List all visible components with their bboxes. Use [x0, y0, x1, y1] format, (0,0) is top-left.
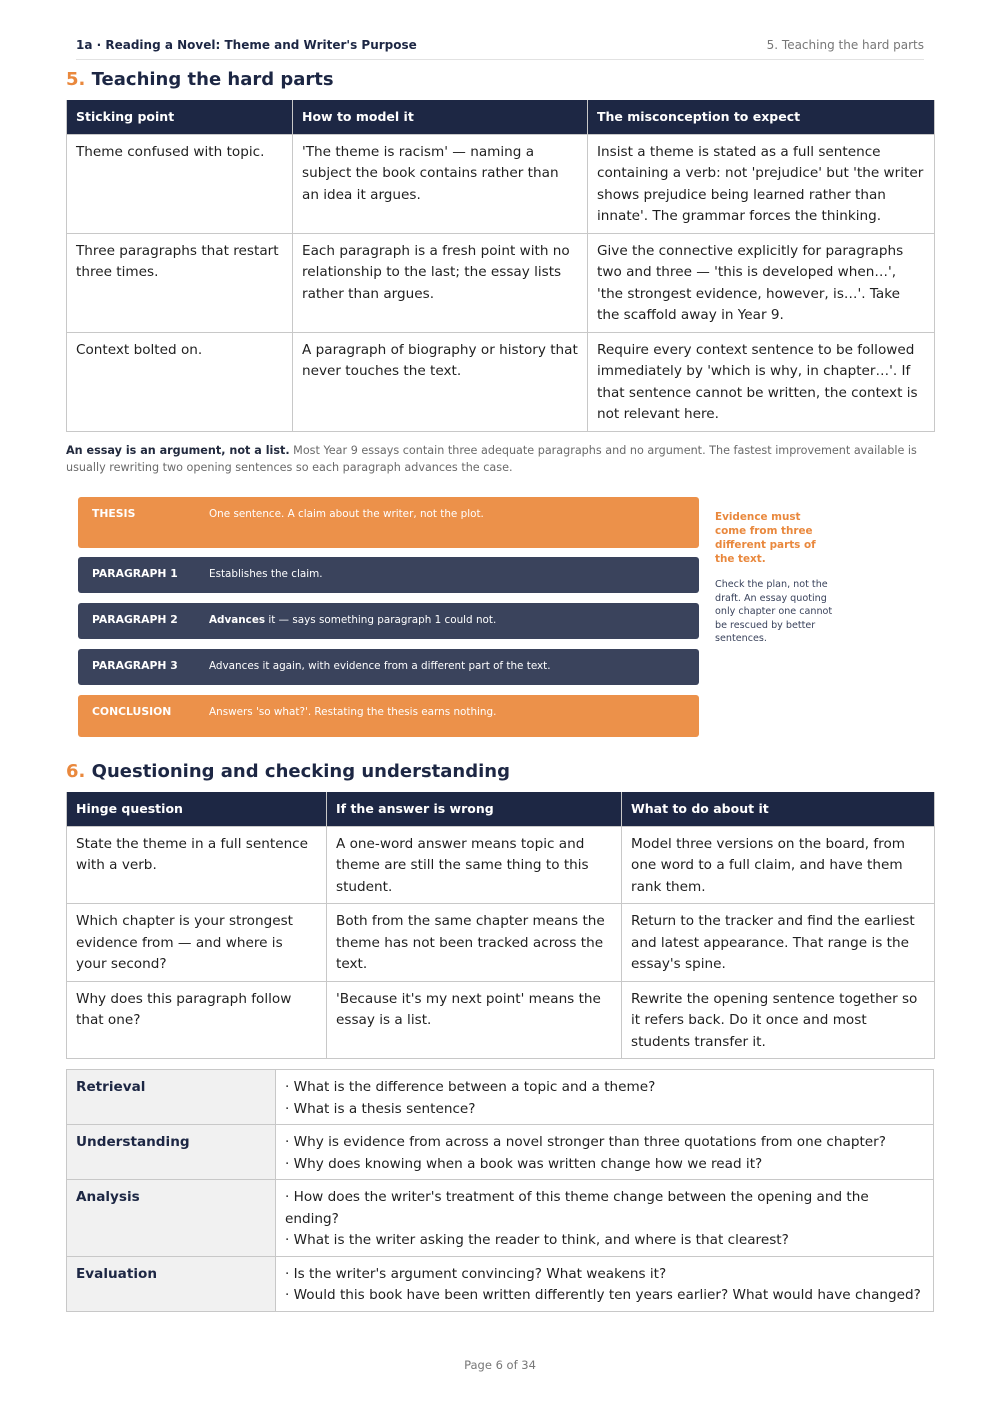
action-cell: Model three versions on the board, from one word to a full claim, and have them rank them. [622, 826, 935, 904]
plan-bar-paragraph-3 [78, 649, 699, 685]
plan-bar-paragraph-1 [78, 557, 699, 593]
plan-bar-conclusion [78, 695, 699, 737]
table-row [67, 1256, 934, 1311]
misconception-cell: Give the connective explicitly for paragraphs two and three — 'this is developed when…', 'the strongest evidence, however, is…'. Take the scaffold away in Year 9. [588, 233, 935, 332]
level-question: · Why is evidence from across a novel stronger than three quotations from one chapter? [285, 1134, 886, 1150]
level-question: · What is a thesis sentence? [285, 1100, 476, 1117]
page-number: Page 6 of 34 [464, 1358, 536, 1372]
sticking-point-cell: Context bolted on. [67, 332, 293, 431]
plan-bar-text [209, 614, 496, 626]
callout-body: Most Year 9 essays contain three adequate paragraphs and no argument. The fastest improvement available is usually rewriting two opening sentences so each paragraph advances the case. [66, 444, 917, 474]
column-header: Sticking point [67, 100, 293, 134]
section-6-number: 6. [66, 761, 86, 782]
level-questions [276, 1256, 934, 1311]
section-5-title: Teaching the hard parts [91, 69, 334, 90]
table-row [67, 134, 935, 233]
level-question: · What is the writer asking the reader to think, and where is that clearest? [285, 1232, 789, 1248]
model-cell: A paragraph of biography or history that never touches the text. [293, 332, 588, 431]
plan-bar-paragraph-2 [78, 603, 699, 639]
plan-bar-text: Answers 'so what?'. Restating the thesis earns nothing. [209, 706, 497, 718]
level-question: · Is the writer's argument convincing? What weakens it? [285, 1265, 667, 1282]
table-row [67, 1070, 934, 1125]
model-cell: Each paragraph is a fresh point with no relationship to the last; the essay lists rather than argues. [293, 233, 588, 332]
wrong-answer-cell: Both from the same chapter means the theme has not been tracked across the text. [327, 904, 622, 982]
level-question: · What is the difference between a topic and a theme? [285, 1079, 656, 1095]
table-row [67, 981, 935, 1059]
plan-bar-label: PARAGRAPH 3 [92, 659, 178, 672]
level-label: Analysis [67, 1180, 276, 1257]
sticking-point-cell: Three paragraphs that restart three times. [67, 233, 293, 332]
wrong-answer-cell: 'Because it's my next point' means the essay is a list. [327, 981, 622, 1059]
section-6-heading [66, 761, 510, 782]
running-section-title: 5. Teaching the hard parts [766, 38, 924, 52]
level-questions [276, 1070, 934, 1125]
plan-bar-text: One sentence. A claim about the writer, not the plot. [209, 508, 484, 520]
table-header-row [67, 100, 935, 134]
callout-lead: An essay is an argument, not a list. [66, 444, 290, 457]
level-question: · How does the writer's treatment of this theme change between the opening and the ending? [285, 1189, 869, 1227]
hinge-question-cell: Why does this paragraph follow that one? [67, 981, 327, 1059]
wrong-answer-cell: A one-word answer means topic and theme are still the same thing to this student. [327, 826, 622, 904]
document-title: 1a · Reading a Novel: Theme and Writer's Purpose [76, 38, 417, 52]
plan-bar-text: Advances it again, with evidence from a different part of the text. [209, 660, 551, 672]
column-header: How to model it [293, 100, 588, 134]
table-row [67, 904, 935, 982]
hinge-question-cell: Which chapter is your strongest evidence from — and where is your second? [67, 904, 327, 982]
question-levels-table [66, 1069, 934, 1312]
section-5-heading [66, 69, 334, 90]
hinge-questions-table [66, 792, 935, 1059]
level-question: · Would this book have been written differently ten years earlier? What would have changed? [285, 1287, 921, 1303]
hard-parts-table [66, 100, 935, 432]
table-row [67, 826, 935, 904]
column-header: Hinge question [67, 792, 327, 826]
level-questions [276, 1125, 934, 1180]
hinge-question-cell: State the theme in a full sentence with a verb. [67, 826, 327, 904]
level-label: Retrieval [67, 1070, 276, 1125]
table-row [67, 1125, 934, 1180]
column-header: If the answer is wrong [327, 792, 622, 826]
running-header [76, 38, 924, 60]
column-header: The misconception to expect [588, 100, 935, 134]
level-questions [276, 1180, 934, 1257]
evidence-warning: Evidence must come from three different parts of the text. [715, 511, 816, 565]
action-cell: Rewrite the opening sentence together so it refers back. Do it once and most students transfer it. [622, 981, 935, 1059]
argument-callout [66, 442, 936, 476]
table-row [67, 332, 935, 431]
action-cell: Return to the tracker and find the earliest and latest appearance. That range is the essay's spine. [622, 904, 935, 982]
plan-bar-label: THESIS [92, 507, 136, 520]
plan-bar-thesis [78, 497, 699, 548]
model-cell: 'The theme is racism' — naming a subject the book contains rather than an idea it argues. [293, 134, 588, 233]
plan-bar-emphasis: Advances [209, 614, 266, 626]
plan-check-note: Check the plan, not the draft. An essay quoting only chapter one cannot be rescued by better sentences. [715, 579, 833, 645]
plan-side-note [715, 510, 835, 646]
table-header-row [67, 792, 935, 826]
section-6-title: Questioning and checking understanding [91, 761, 510, 782]
plan-bar-text-rest: it — says something paragraph 1 could not. [265, 614, 497, 626]
plan-bar-label: PARAGRAPH 1 [92, 567, 178, 580]
misconception-cell: Insist a theme is stated as a full sentence containing a verb: not 'prejudice' but 'the writer shows prejudice being learned rather than innate'. The grammar forces the thinking. [588, 134, 935, 233]
plan-bar-label: CONCLUSION [92, 705, 172, 718]
plan-bar-label: PARAGRAPH 2 [92, 613, 178, 626]
section-5-number: 5. [66, 69, 86, 90]
misconception-cell: Require every context sentence to be followed immediately by 'which is why, in chapter…'. If that sentence cannot be written, the context is not relevant here. [588, 332, 935, 431]
level-question: · Why does knowing when a book was written change how we read it? [285, 1155, 763, 1172]
sticking-point-cell: Theme confused with topic. [67, 134, 293, 233]
plan-bar-text: Establishes the claim. [209, 568, 323, 580]
table-row [67, 1180, 934, 1257]
level-label: Understanding [67, 1125, 276, 1180]
level-label: Evaluation [67, 1256, 276, 1311]
table-row [67, 233, 935, 332]
column-header: What to do about it [622, 792, 935, 826]
